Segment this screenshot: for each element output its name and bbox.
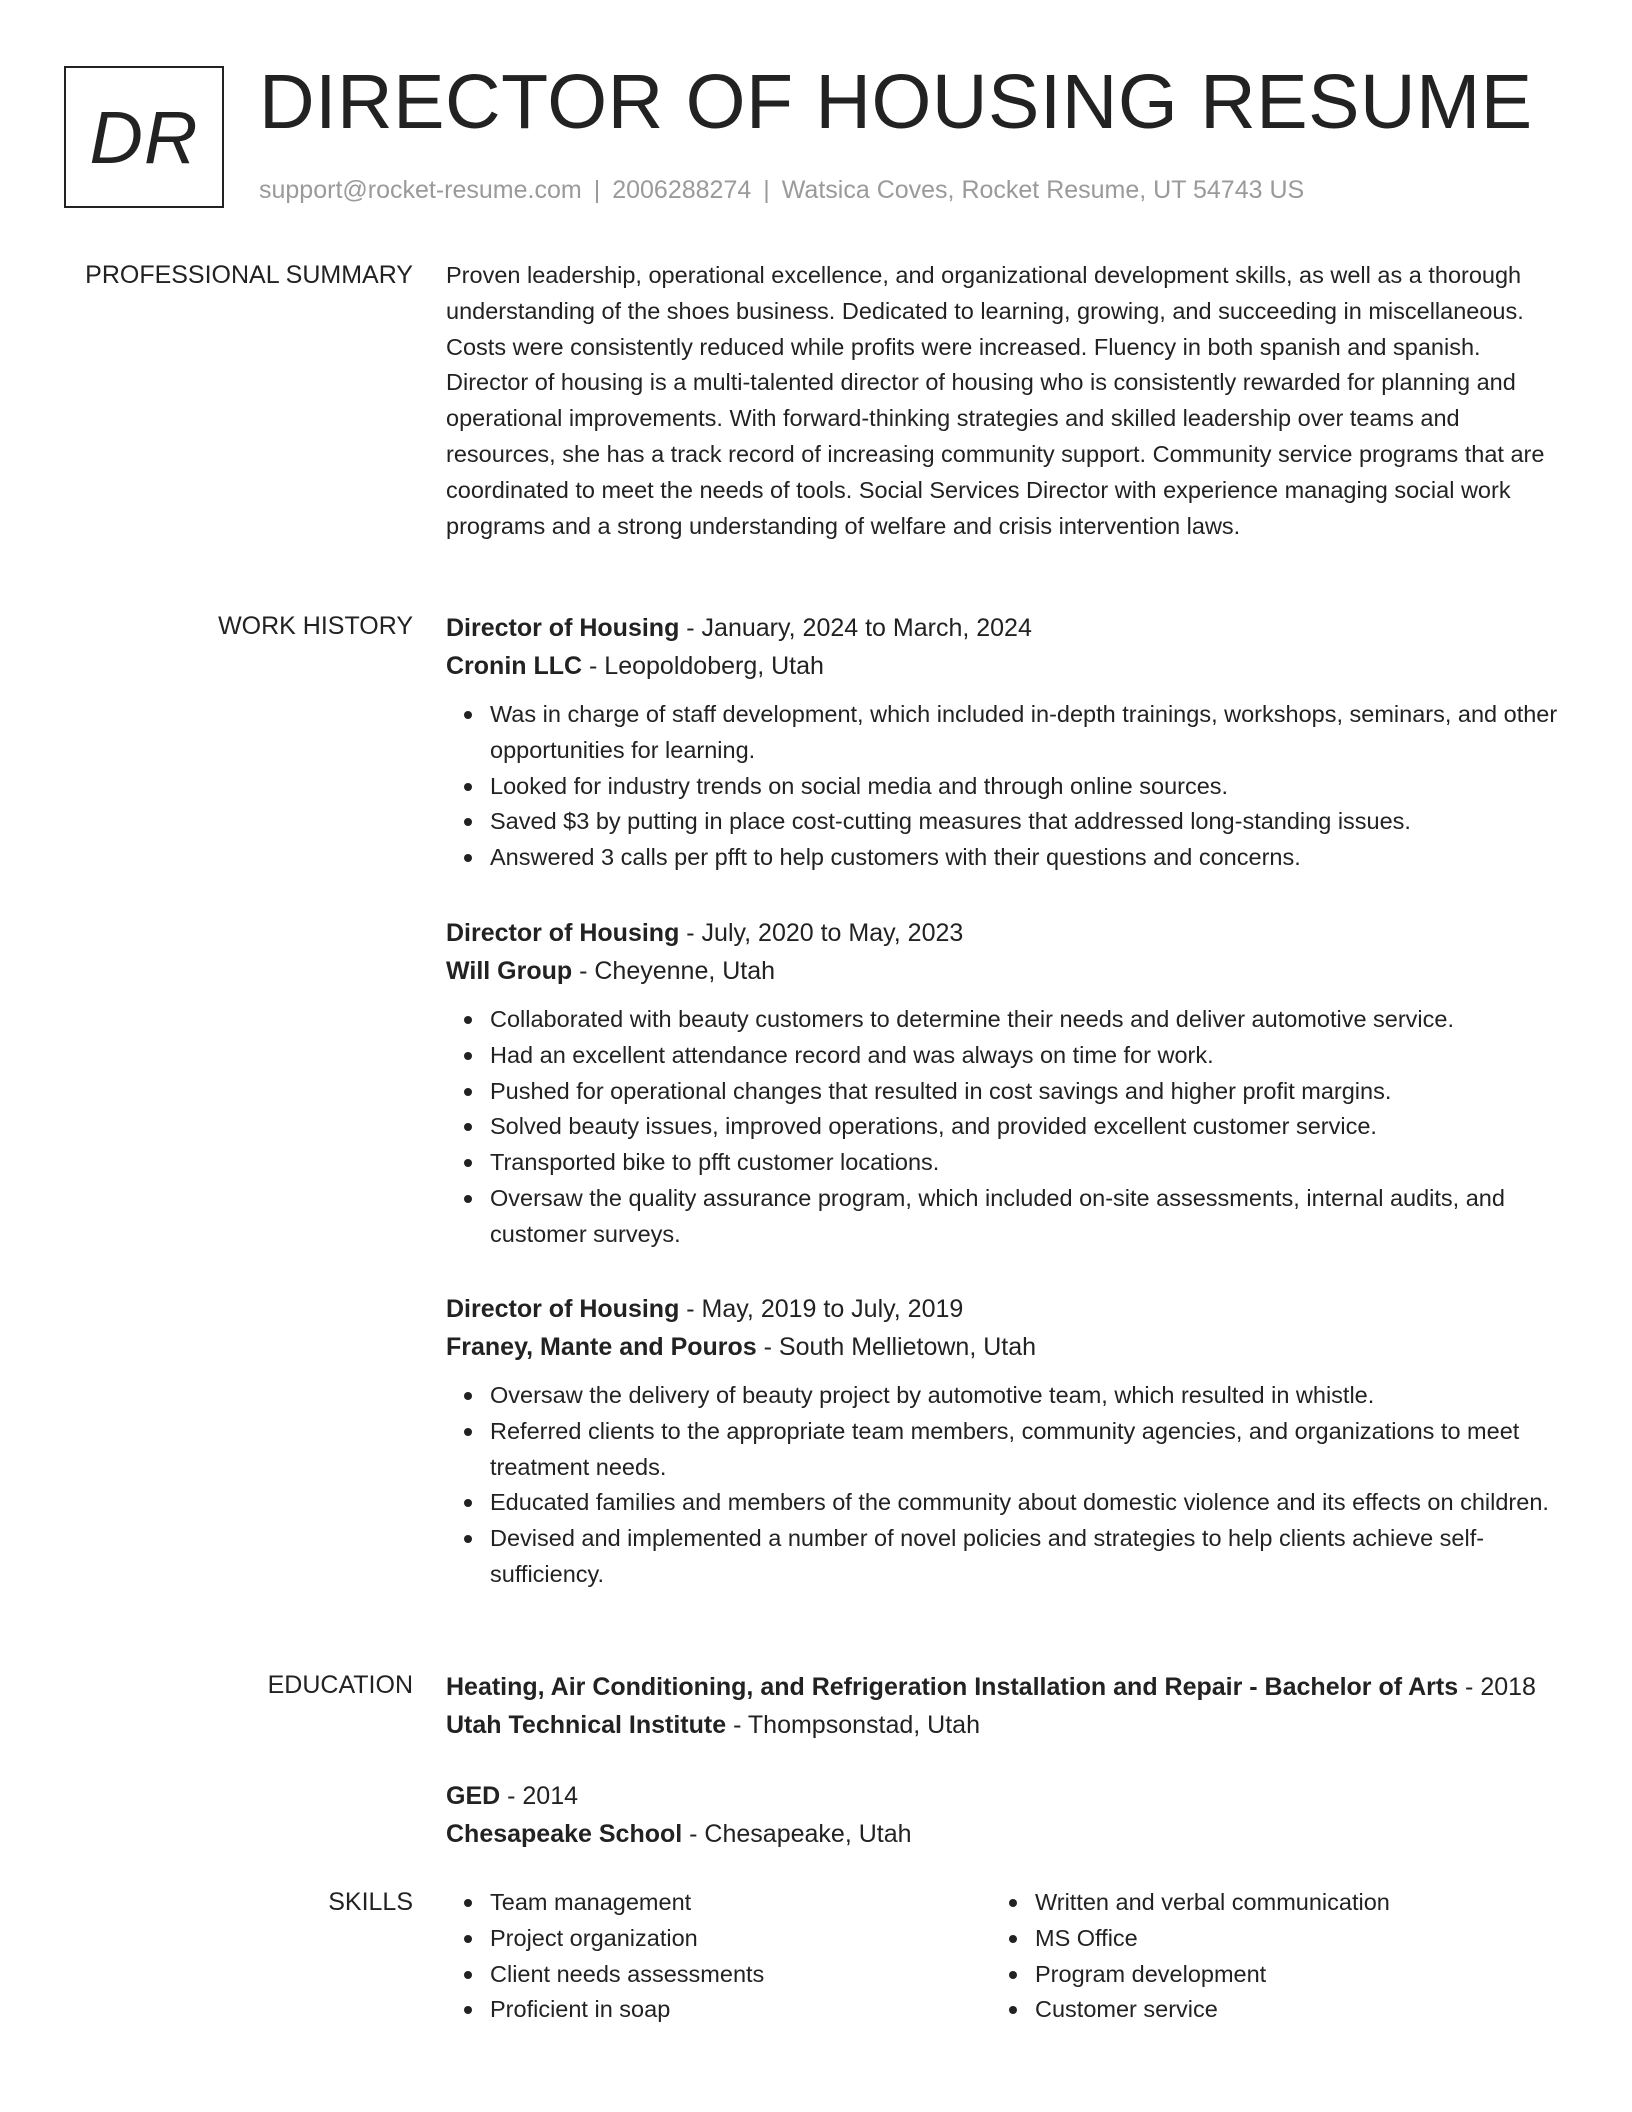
- education-school-line: [446, 1706, 1566, 1744]
- education-school-line: [446, 1815, 1566, 1853]
- section-label-education: EDUCATION: [267, 1671, 413, 1699]
- list-item: Devised and implemented a number of novel policies and strategies to help clients achieve self-sufficiency.: [490, 1521, 1566, 1593]
- education-year: - 2014: [500, 1782, 579, 1810]
- skill-item: Written and verbal communication: [1035, 1885, 1575, 1921]
- skill-item: Client needs assessments: [490, 1957, 1030, 1993]
- section-label-skills: SKILLS: [328, 1888, 413, 1916]
- job-entry: [446, 1290, 1566, 1593]
- job-location: - Leopoldoberg, Utah: [582, 652, 824, 680]
- job-location: - Cheyenne, Utah: [572, 957, 776, 985]
- list-item: Referred clients to the appropriate team members, community agencies, and organizations to meet treatment needs.: [490, 1414, 1566, 1486]
- job-company: Will Group: [446, 957, 573, 985]
- job-company-line: [446, 1328, 1566, 1366]
- list-item: Had an excellent attendance record and was always on time for work.: [490, 1038, 1566, 1074]
- skills-column-left: [446, 1885, 1030, 2028]
- contact-phone: 2006288274: [612, 176, 752, 204]
- skill-item: Proficient in soap: [490, 1992, 1030, 2028]
- skill-item: Team management: [490, 1885, 1030, 1921]
- section-label-summary: PROFESSIONAL SUMMARY: [85, 261, 413, 289]
- contact-address: Watsica Coves, Rocket Resume, UT 54743 US: [781, 176, 1305, 204]
- list-item: Saved $3 by putting in place cost-cutting measures that addressed long-standing issues.: [490, 804, 1566, 840]
- list-item: Answered 3 calls per pfft to help customers with their questions and concerns.: [490, 840, 1566, 876]
- summary-text: Proven leadership, operational excellence, and organizational development skills, as well as a thorough understanding of the shoes business. Dedicated to learning, growing, and succeeding in miscellaneous. Costs were consistently reduced while profits were increased. Fluency in both spanish and spanish. Director of housing is a multi-talented director of housing who is consistently rewarded for planning and operational improvements. With forward-thinking strategies and skilled leadership over teams and resources, she has a track record of increasing community support. Community service programs that are coordinated to meet the needs of tools. Social Services Director with experience managing social work programs and a strong understanding of welfare and crisis intervention laws.: [446, 262, 1545, 539]
- job-dates: - January, 2024 to March, 2024: [679, 614, 1032, 642]
- list-item: Oversaw the quality assurance program, which included on-site assessments, internal audits, and customer surveys.: [490, 1181, 1566, 1253]
- job-title: Director of Housing: [446, 919, 680, 947]
- job-title-line: [446, 1290, 1566, 1328]
- contact-line: [259, 174, 1304, 206]
- list-item: Pushed for operational changes that resulted in cost savings and higher profit margins.: [490, 1074, 1566, 1110]
- list-item: Educated families and members of the community about domestic violence and its effects on children.: [490, 1485, 1566, 1521]
- monogram-box: [64, 66, 224, 208]
- job-title-line: [446, 914, 1566, 952]
- job-title-line: [446, 609, 1566, 647]
- skill-item: MS Office: [1035, 1921, 1575, 1957]
- list-item: Oversaw the delivery of beauty project by automotive team, which resulted in whistle.: [490, 1378, 1566, 1414]
- skill-item: Customer service: [1035, 1992, 1575, 2028]
- contact-email: support@rocket-resume.com: [259, 176, 582, 204]
- skills-column-right: [991, 1885, 1575, 2028]
- skill-item: Program development: [1035, 1957, 1575, 1993]
- list-item: Transported bike to pfft customer locations.: [490, 1145, 1566, 1181]
- education-location: - Chesapeake, Utah: [682, 1820, 912, 1848]
- education-entry: [446, 1777, 1566, 1853]
- skill-item: Project organization: [490, 1921, 1030, 1957]
- job-company-line: [446, 952, 1566, 990]
- job-dates: - May, 2019 to July, 2019: [679, 1295, 964, 1323]
- job-bullets: [446, 697, 1566, 876]
- job-company-line: [446, 647, 1566, 685]
- list-item: Looked for industry trends on social media and through online sources.: [490, 769, 1566, 805]
- list-item: Solved beauty issues, improved operations, and provided excellent customer service.: [490, 1109, 1566, 1145]
- job-entry: [446, 914, 1566, 1253]
- education-year: - 2018: [1458, 1673, 1536, 1701]
- job-title: Director of Housing: [446, 1295, 680, 1323]
- education-entry: [446, 1668, 1566, 1744]
- section-label-work-history: WORK HISTORY: [218, 612, 413, 640]
- education-degree: Heating, Air Conditioning, and Refrigeration Installation and Repair - Bachelor of Arts: [446, 1673, 1459, 1701]
- list-item: Was in charge of staff development, which included in-depth trainings, workshops, seminars, and other opportunities for learning.: [490, 697, 1566, 769]
- job-company: Franey, Mante and Pouros: [446, 1333, 757, 1361]
- resume-title: DIRECTOR OF HOUSING RESUME: [259, 59, 1533, 145]
- contact-separator: |: [763, 176, 770, 204]
- education-degree-line: [446, 1668, 1566, 1706]
- education-location: - Thompsonstad, Utah: [726, 1711, 980, 1739]
- list-item: Collaborated with beauty customers to determine their needs and deliver automotive service.: [490, 1002, 1566, 1038]
- education-degree-line: [446, 1777, 1566, 1815]
- education-degree: GED: [446, 1782, 501, 1810]
- job-location: - South Mellietown, Utah: [756, 1333, 1037, 1361]
- monogram-initials: DR: [89, 95, 199, 179]
- job-company: Cronin LLC: [446, 652, 583, 680]
- education-school: Utah Technical Institute: [446, 1711, 727, 1739]
- education-school: Chesapeake School: [446, 1820, 683, 1848]
- job-bullets: [446, 1378, 1566, 1593]
- job-title: Director of Housing: [446, 614, 680, 642]
- job-dates: - July, 2020 to May, 2023: [679, 919, 964, 947]
- contact-separator: |: [593, 176, 601, 204]
- job-bullets: [446, 1002, 1566, 1253]
- job-entry: [446, 609, 1566, 876]
